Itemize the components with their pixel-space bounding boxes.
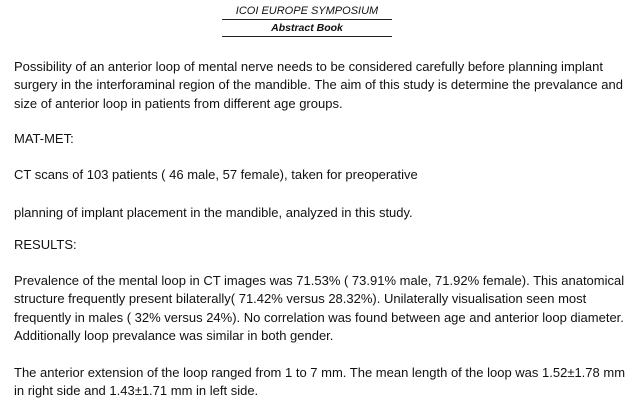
- matmet-line-2: planning of implant placement in the mandible, analyzed in this study.: [14, 205, 413, 220]
- page-header: [222, 4, 392, 37]
- results-heading: RESULTS:: [14, 237, 77, 252]
- results-paragraph-2: The anterior extension of the loop ranged from 1 to 7 mm. The mean length of the loop was 1.52±1.78 mm in right side and 1.43±1.71 mm in left side.: [14, 365, 626, 399]
- intro-paragraph: Possibility of an anterior loop of mental nerve needs to be considered carefully before planning implant surgery in the interforaminal region of the mandible. The aim of this study is determine the prevalance and size of anterior loop in patients from different age groups.: [14, 59, 623, 111]
- abstract-book-label: Abstract Book: [222, 20, 392, 37]
- symposium-title: ICOI EUROPE SYMPOSIUM: [222, 4, 392, 20]
- matmet-heading: MAT-MET:: [14, 131, 74, 146]
- matmet-line-1: CT scans of 103 patients ( 46 male, 57 female), taken for preoperative: [14, 167, 418, 182]
- results-paragraph-1: Prevalence of the mental loop in CT images was 71.53% ( 73.91% male, 71.92% female). This anatomical structure frequently present bilaterally( 71.42% versus 28.32%). Unilaterally visualisation seen most frequently in males ( 32% versus 24%). No correlation was found between age and anterior loop diameter. Additionally loop prevalance was similar in both gender.: [14, 273, 625, 343]
